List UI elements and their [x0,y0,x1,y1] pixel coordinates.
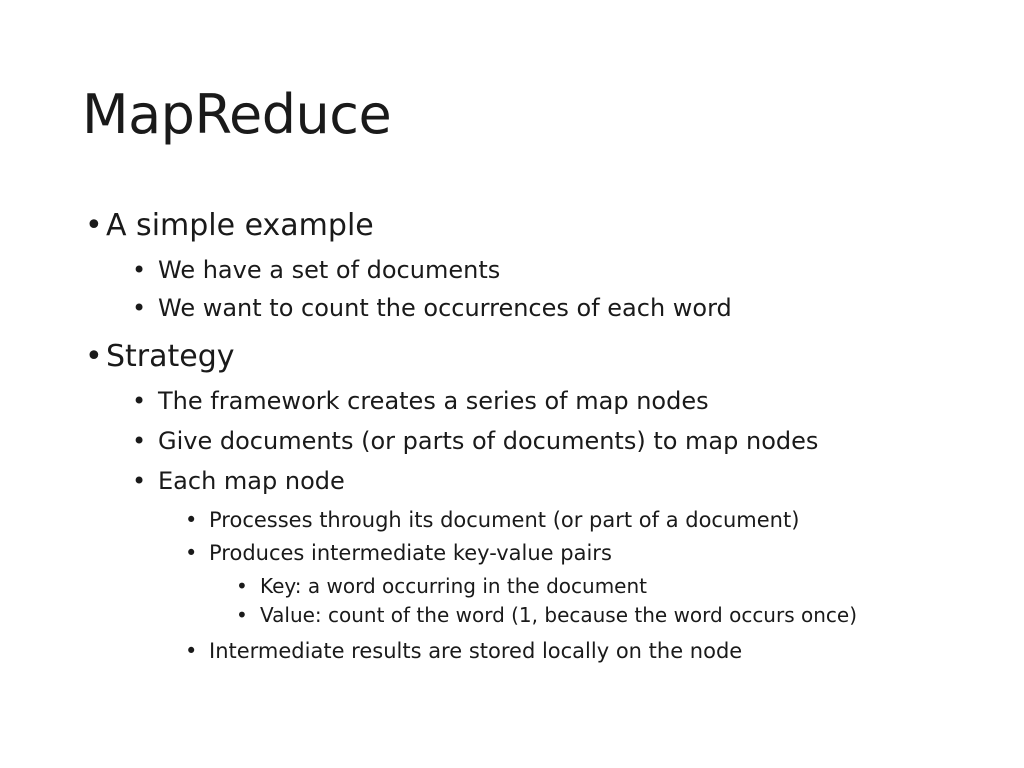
bullet-strategy [85,339,235,375]
bullet-intermediate-results [185,638,743,664]
bullet-each-map-node [132,466,345,496]
bullet-dot-icon: • [85,208,103,243]
bullet-text: Each map node [158,467,345,495]
bullet-text: Value: count of the word (1, because the word occurs once) [260,603,858,627]
bullet-dot-icon: • [132,467,147,495]
bullet-text: Key: a word occurring in the document [260,574,647,598]
bullet-dot-icon: • [185,639,198,663]
bullet-text: Intermediate results are stored locally on the node [209,639,743,663]
bullet-processes-document [185,507,800,533]
bullet-text: Processes through its document (or part of a document) [209,508,800,532]
slide-title: MapReduce [82,83,392,146]
bullet-text: We have a set of documents [158,256,501,284]
bullet-dot-icon: • [132,427,147,455]
bullet-set-of-documents [132,255,501,285]
bullet-text: Strategy [106,339,235,374]
bullet-text: A simple example [106,208,374,243]
bullet-text: Produces intermediate key-value pairs [209,541,612,565]
bullet-dot-icon: • [185,541,198,565]
bullet-dot-icon: • [236,603,248,627]
bullet-framework-creates [132,386,709,416]
bullet-text: We want to count the occurrences of each word [158,294,732,322]
bullet-text: Give documents (or parts of documents) to map nodes [158,427,819,455]
bullet-dot-icon: • [85,339,103,374]
bullet-dot-icon: • [132,256,147,284]
bullet-a-simple-example [85,208,374,244]
bullet-produces-pairs [185,540,612,566]
bullet-text: The framework creates a series of map nodes [158,387,709,415]
bullet-give-documents [132,426,819,456]
bullet-dot-icon: • [132,387,147,415]
bullet-dot-icon: • [236,574,248,598]
bullet-value [236,603,858,627]
bullet-dot-icon: • [132,294,147,322]
bullet-dot-icon: • [185,508,198,532]
bullet-key [236,574,647,598]
bullet-count-occurrences [132,293,732,323]
